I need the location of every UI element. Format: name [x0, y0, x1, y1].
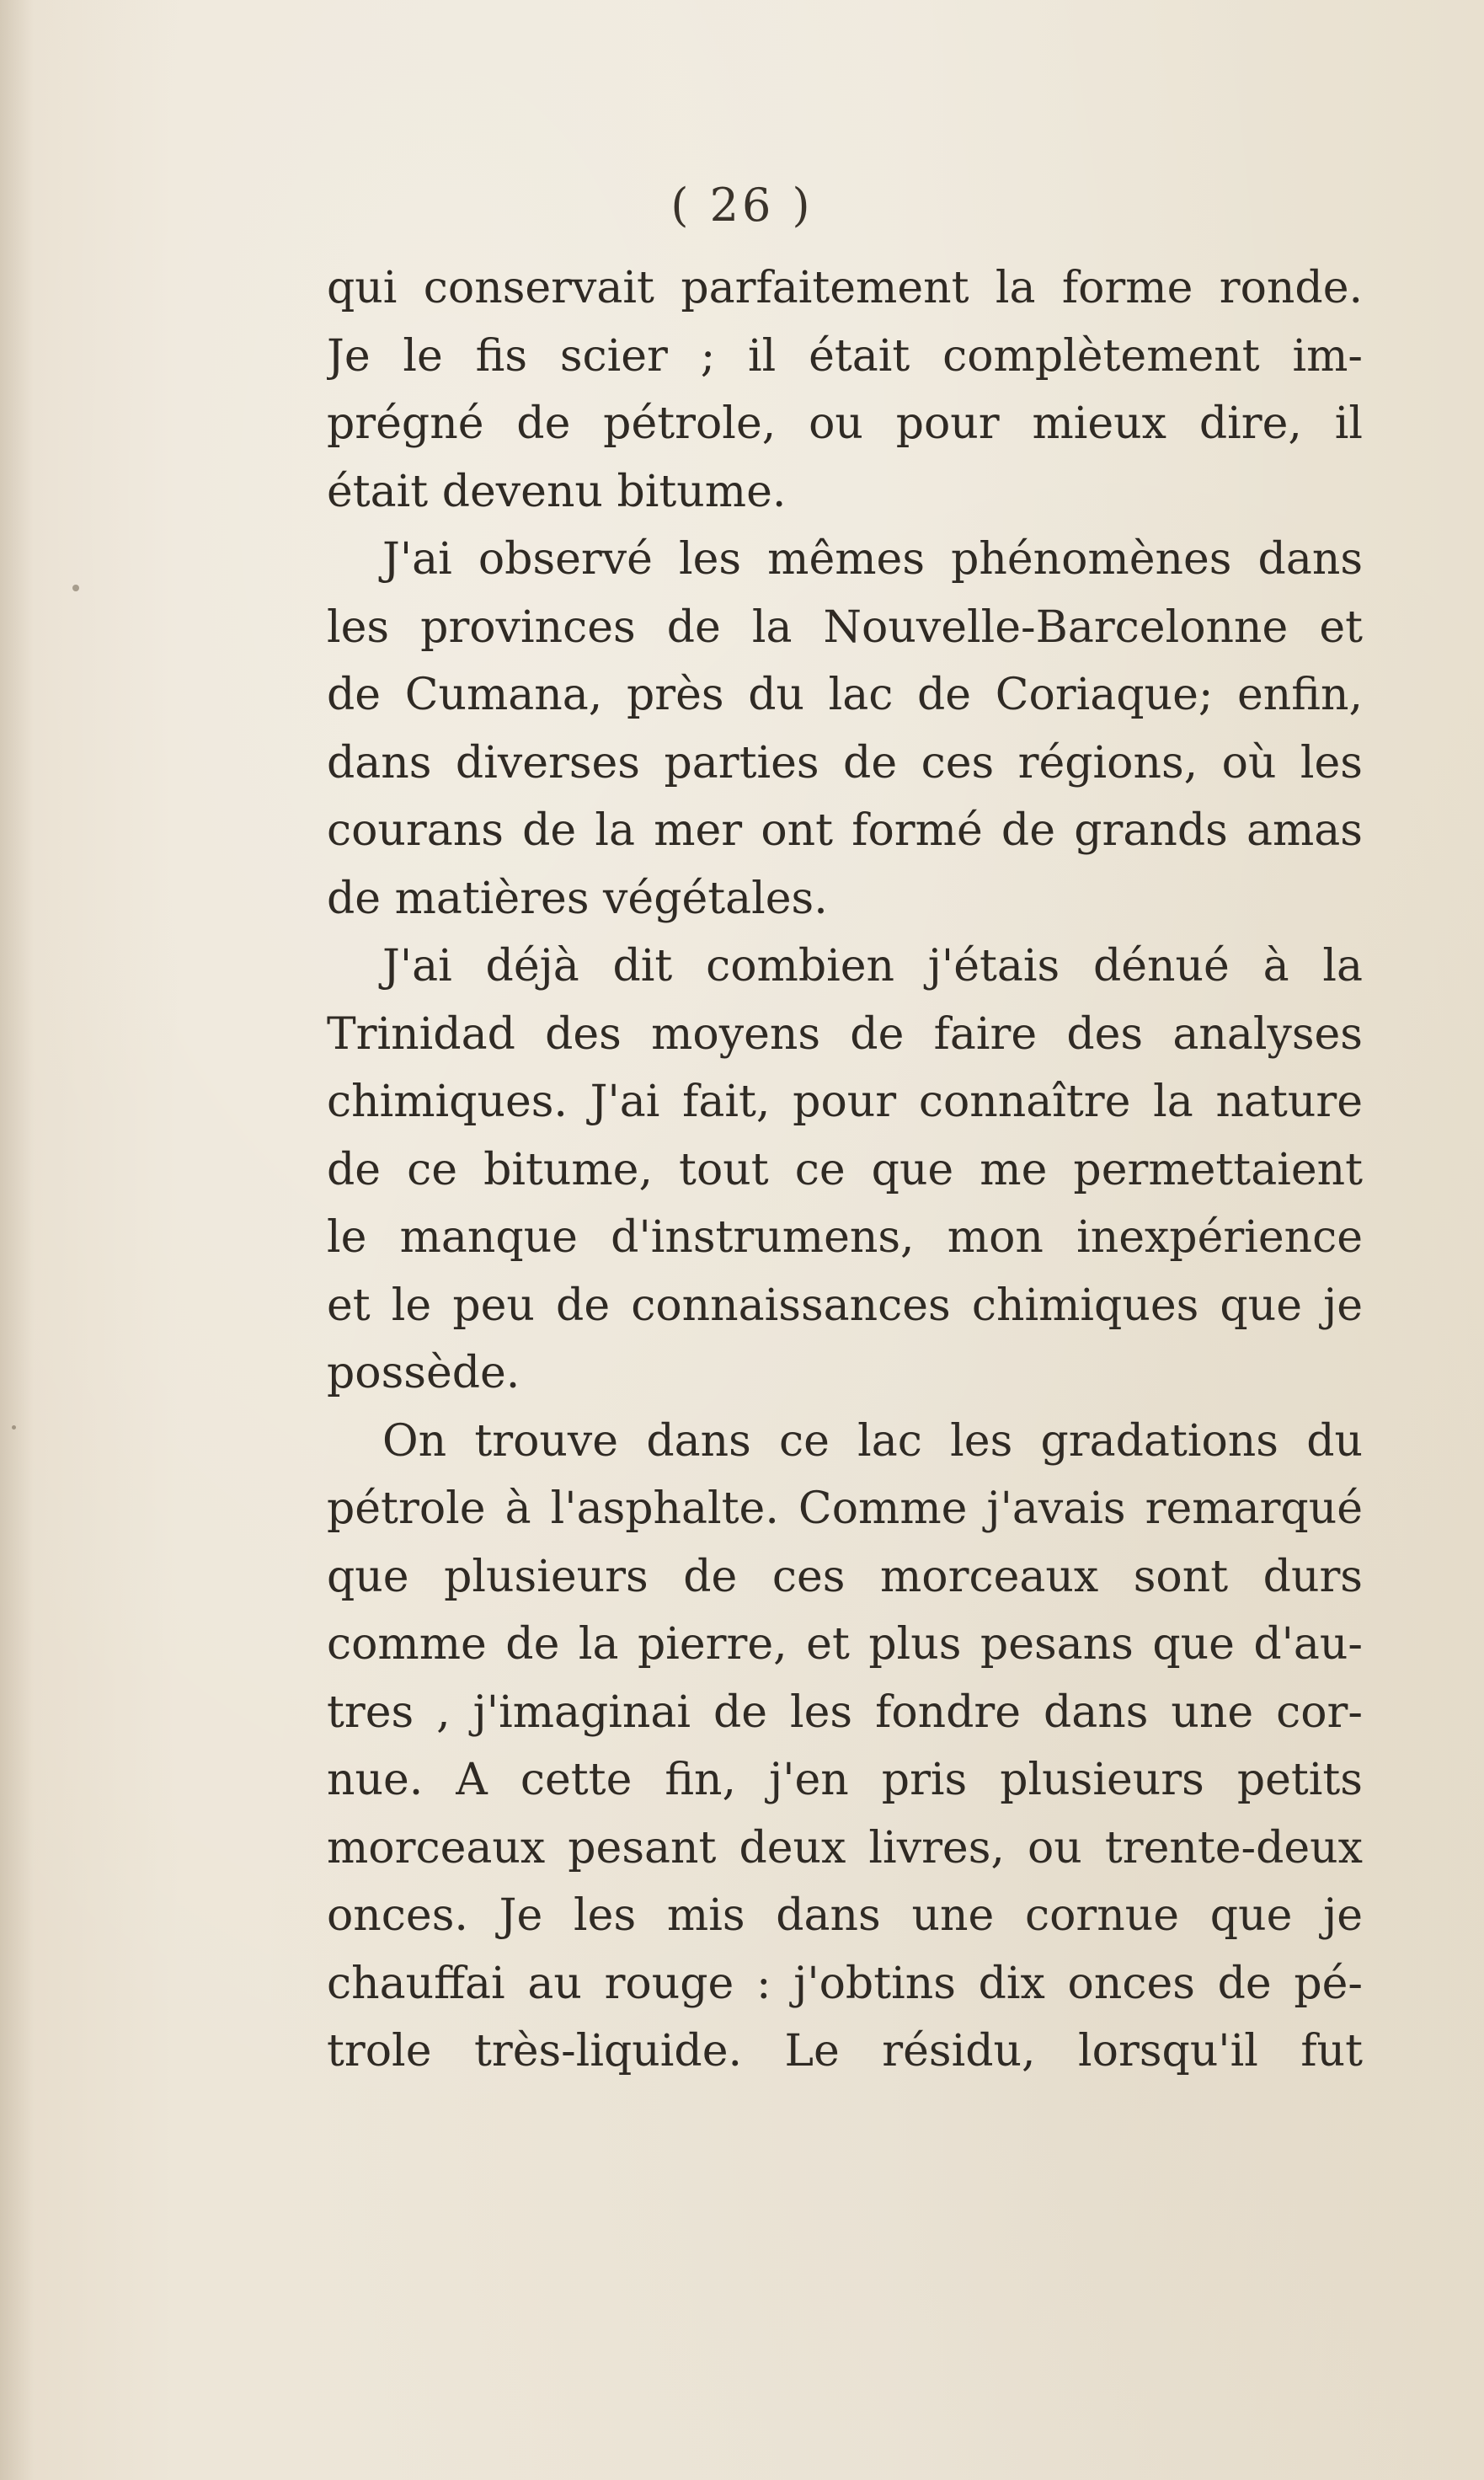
text-line: morceaux pesant deux livres, ou trente-deux [327, 1822, 1363, 1873]
text-line: qui conservait parfaitement la forme ronde. [327, 263, 1363, 313]
text-line: onces. Je les mis dans une cornue que je [327, 1890, 1363, 1941]
text-line: le manque d'instrumens, mon inexpérience [327, 1212, 1363, 1263]
body-text [327, 254, 1363, 2086]
text-line: les provinces de la Nouvelle-Barcelonne et [327, 601, 1363, 653]
text-line: tres , j'imaginai de les fondre dans une cor- [327, 1686, 1363, 1738]
page-number: ( 26 ) [670, 179, 814, 232]
text-line: était devenu bitume. [327, 466, 787, 517]
text-line: On trouve dans ce lac les gradations du [382, 1415, 1363, 1467]
text-line: dans diverses parties de ces régions, où les [327, 737, 1363, 788]
text-line: de Cumana, près du lac de Coriaque; enfin, [327, 670, 1363, 720]
text-line: et le peu de connaissances chimiques que je [327, 1280, 1363, 1331]
text-line: nue. A cette fin, j'en pris plusieurs petits [327, 1755, 1363, 1805]
text-line: chimiques. J'ai fait, pour connaître la nature [327, 1077, 1363, 1127]
text-line: pétrole à l'asphalte. Comme j'avais remarqué [327, 1483, 1363, 1534]
text-line: que plusieurs de ces morceaux sont durs [327, 1551, 1363, 1602]
text-line: chauffai au rouge : j'obtins dix onces de pé- [327, 1958, 1363, 2009]
text-line: Trinidad des moyens de faire des analyses [327, 1008, 1363, 1060]
ink-speck [72, 585, 79, 591]
text-line: prégné de pétrole, ou pour mieux dire, il [327, 398, 1363, 449]
ink-speck [12, 1425, 16, 1430]
text-line: de matières végétales. [327, 873, 828, 924]
text-line: courans de la mer ont formé de grands amas [327, 805, 1363, 856]
text-line: J'ai observé les mêmes phénomènes dans [382, 534, 1363, 585]
page-edge-shadow [0, 0, 34, 2480]
text-line: Je le fis scier ; il était complètement im- [327, 330, 1363, 382]
text-line: possède. [327, 1348, 520, 1398]
text-line: comme de la pierre, et plus pesans que d'au- [327, 1619, 1363, 1670]
text-line: J'ai déjà dit combien j'étais dénué à la [382, 941, 1363, 991]
text-line: trole très-liquide. Le résidu, lorsqu'il fut [327, 2026, 1363, 2076]
text-line: de ce bitume, tout ce que me permettaient [327, 1144, 1363, 1195]
